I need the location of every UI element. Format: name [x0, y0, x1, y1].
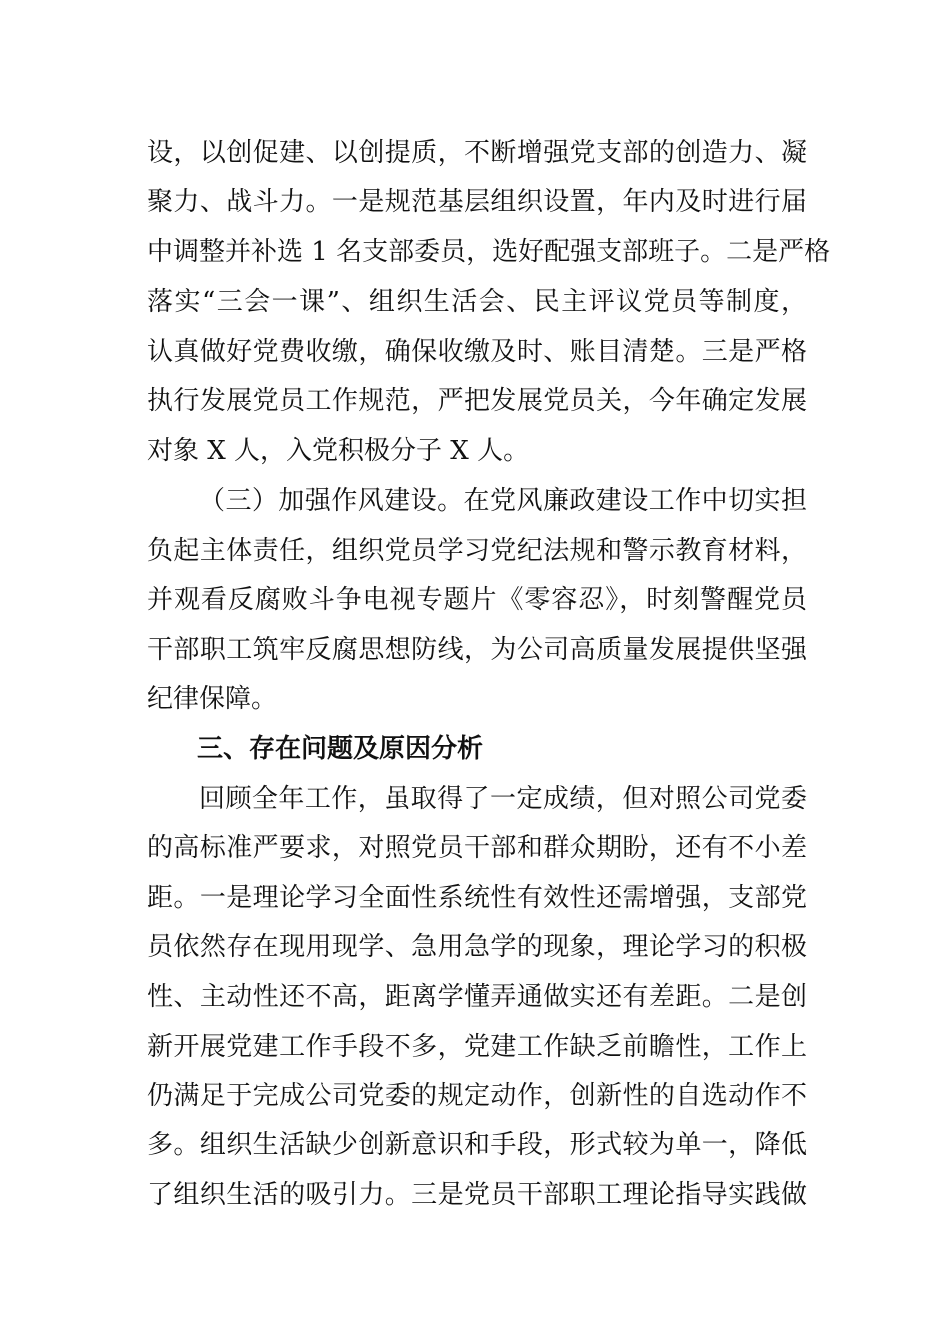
text-line: 性、主动性还不高，距离学懂弄通做实还有差距。二是创 [147, 982, 807, 1012]
text-line: 新开展党建工作手段不多，党建工作缺乏前瞻性，工作上 [147, 1032, 807, 1062]
text-line: 落实“三会一课”、组织生活会、民主评议党员等制度， [147, 287, 807, 317]
text-line: 的高标准严要求，对照党员干部和群众期盼，还有不小差 [147, 833, 807, 863]
text-line: 并观看反腐败斗争电视专题片《零容忍》，时刻警醒党员 [147, 585, 807, 615]
text-line: 距。一是理论学习全面性系统性有效性还需增强，支部党 [147, 883, 807, 913]
text-line: 执行发展党员工作规范，严把发展党员关，今年确定发展 [147, 386, 807, 416]
text-line: 聚力、战斗力。一是规范基层组织设置，年内及时进行届 [147, 187, 807, 217]
text-line: 了组织生活的吸引力。三是党员干部职工理论指导实践做 [147, 1180, 807, 1210]
text-line: 设，以创促建、以创提质，不断增强党支部的创造力、凝 [147, 138, 807, 168]
text-line: 认真做好党费收缴，确保收缴及时、账目清楚。三是严格 [147, 337, 807, 367]
text-line: 纪律保障。 [147, 684, 278, 714]
text-line: 中调整并补选 1 名支部委员，选好配强支部班子。二是严格 [147, 237, 831, 267]
section-heading: 三、存在问题及原因分析 [197, 734, 484, 764]
text-line: 员依然存在现用现学、急用急学的现象，理论学习的积极 [147, 932, 807, 962]
text-line: 多。组织生活缺少创新意识和手段，形式较为单一，降低 [147, 1130, 807, 1160]
text-line: 对象 X 人，入党积极分子 X 人。 [147, 436, 530, 466]
text-line: 负起主体责任，组织党员学习党纪法规和警示教育材料， [147, 536, 807, 566]
text-line: 回顾全年工作，虽取得了一定成绩，但对照公司党委 [199, 784, 807, 814]
text-line: （三）加强作风建设。在党风廉政建设工作中切实担 [199, 486, 807, 516]
text-line: 干部职工筑牢反腐思想防线，为公司高质量发展提供坚强 [147, 635, 807, 665]
text-line: 仍满足于完成公司党委的规定动作，创新性的自选动作不 [147, 1081, 807, 1111]
